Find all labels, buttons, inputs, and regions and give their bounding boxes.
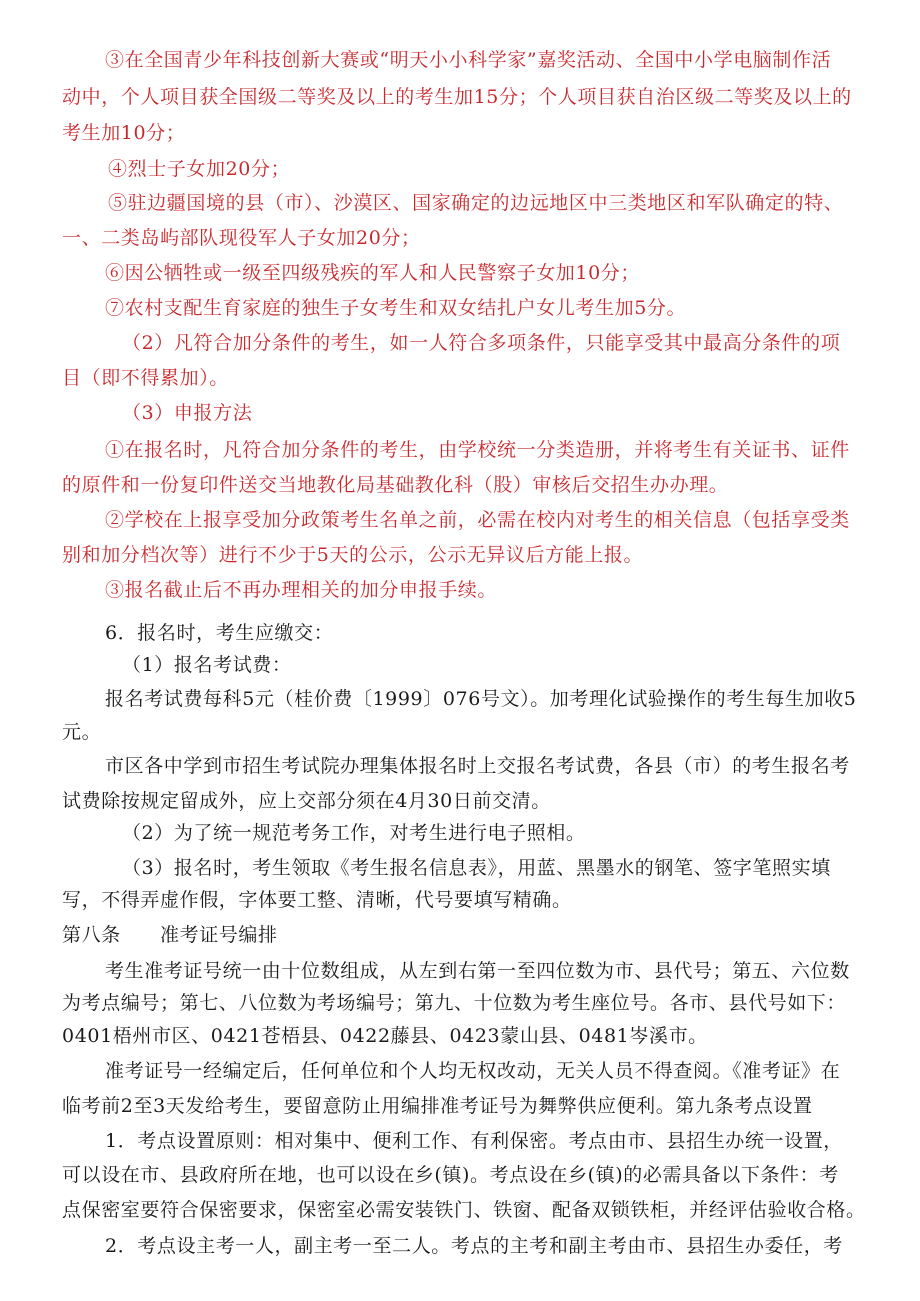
- text-line: 写，不得弄虚作假，字体要工整、清晰，代号要填写精确。: [62, 889, 572, 911]
- section-heading: （1）报名考试费：: [122, 654, 292, 676]
- text-line: 可以设在市、县政府所在地，也可以设在乡(镇)。考点设在乡(镇)的必需具备以下条件：考: [62, 1164, 839, 1186]
- text-line: （2）凡符合加分条件的考生，如一人符合多项条件，只能享受其中最高分条件的项: [122, 332, 841, 354]
- text-line: 考生加10分；: [62, 122, 186, 144]
- text-line: 动中，个人项目获全国级二等奖及以上的考生加15分；个人项目获自治区级二等奖及以上的: [62, 86, 852, 108]
- section-heading: （3）申报方法: [122, 402, 253, 424]
- text-line: ③报名截止后不再办理相关的加分申报手续。: [105, 579, 498, 601]
- text-line: ③在全国青少年科技创新大赛或“明天小小科学家”嘉奖活动、全国中小学电脑制作活: [105, 49, 832, 71]
- text-line: 准考证号一经编定后，任何单位和个人均无权改动，无关人员不得查阅。《准考证》在: [105, 1060, 841, 1082]
- text-line: 别和加分档次等）进行不少于5天的公示，公示无异议后方能上报。: [62, 544, 644, 566]
- text-line: 点保密室要符合保密要求，保密室必需安装铁门、铁窗、配备双锁铁柜，并经评估验收合格。: [62, 1199, 866, 1221]
- text-line: 目（即不得累加）。: [62, 367, 229, 389]
- text-line: ⑤驻边疆国境的县（市）、沙漠区、国家确定的边远地区中三类地区和军队确定的特、: [108, 192, 844, 214]
- article-heading: 第八条 准考证号编排: [62, 924, 278, 946]
- text-line: 考生准考证号统一由十位数组成，从左到右第一至四位数为市、县代号；第五、六位数: [105, 960, 850, 982]
- text-line: 2．考点设主考一人，副主考一至二人。考点的主考和副主考由市、县招生办委任，考: [105, 1235, 843, 1257]
- text-line: ②学校在上报享受加分政策考生名单之前，必需在校内对考生的相关信息（包括享受类: [105, 509, 850, 531]
- text-line: （3）报名时，考生领取《考生报名信息表》，用蓝、黑墨水的钢笔、签字笔照实填: [122, 857, 831, 879]
- text-line: ①在报名时，凡符合加分条件的考生，由学校统一分类造册，并将考生有关证书、证件: [105, 439, 850, 461]
- text-line: ⑦农村支配生育家庭的独生子女考生和双女结扎户女儿考生加5分。: [105, 297, 687, 319]
- text-line: 试费除按规定留成外，应上交部分须在4月30日前交清。: [62, 790, 551, 812]
- section-heading: 6．报名时，考生应缴交：: [105, 622, 334, 644]
- text-line: 一、二类岛屿部队现役军人子女加20分；: [62, 227, 421, 249]
- text-line: 临考前2至3天发给考生，要留意防止用编排准考证号为舞弊供应便利。第九条考点设置: [62, 1095, 813, 1117]
- text-line: 1．考点设置原则：相对集中、便利工作、有利保密。考点由市、县招生办统一设置，: [105, 1130, 843, 1152]
- text-line: 的原件和一份复印件送交当地教化局基础教化科（股）审核后交招生办办理。: [62, 474, 729, 496]
- text-line: ⑥因公牺牲或一级至四级残疾的军人和人民警察子女加10分；: [105, 262, 640, 284]
- text-line: （2）为了统一规范考务工作，对考生进行电子照相。: [122, 822, 586, 844]
- text-line: 报名考试费每科5元（桂价费〔1999〕076号文）。加考理化试验操作的考生每生加收5: [105, 688, 857, 710]
- text-line: 元。: [62, 721, 102, 743]
- text-line: 为考点编号；第七、八位数为考场编号；第九、十位数为考生座位号。各市、县代号如下：: [62, 992, 847, 1014]
- text-line: 市区各中学到市招生考试院办理集体报名时上交报名考试费，各县（市）的考生报名考: [105, 755, 850, 777]
- text-line: 0401梧州市区、0421苍梧县、0422藤县、0423蒙山县、0481岑溪市。: [62, 1025, 708, 1047]
- text-line: ④烈士子女加20分；: [108, 158, 291, 180]
